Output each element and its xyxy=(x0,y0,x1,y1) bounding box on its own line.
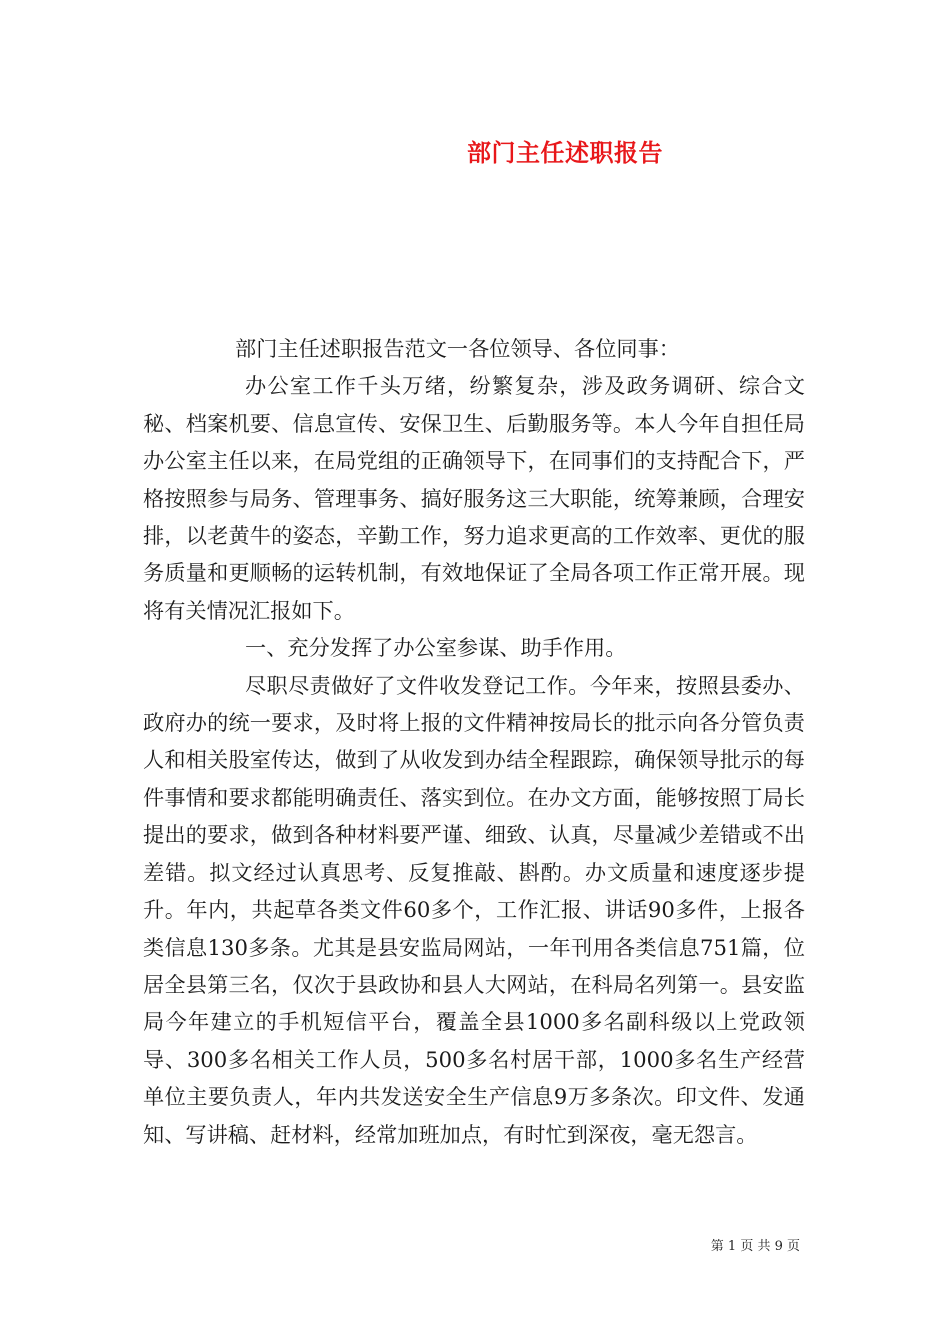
paragraph-document-work: 尽职尽责做好了文件收发登记工作。今年来，按照县委办、政府办的统一要求，及时将上报的文件精神按局长的批示向各分管负责人和相关股室传达，做到了从收发到办结全程跟踪，确保领导批示的每件事情和要求都能明确责任、落实到位。在办文方面，能够按照丁局长提出的要求，做到各种材料要严谨、细致、认真，尽量减少差错或不出差错。拟文经过认真思考、反复推敲、斟酌。办文质量和速度逐步提升。年内，共起草各类文件60多个，工作汇报、讲话90多件，上报各类信息130多条。尤其是县安监局网站，一年刊用各类信息751篇，位居全县第三名，仅次于县政协和县人大网站，在科局名列第一。县安监局今年建立的手机短信平台，覆盖全县1000多名副科级以上党政领导、300多名相关工作人员，500多名村居干部，1000多名生产经营单位主要负责人，年内共发送安全生产信息9万多条次。印文件、发通知、写讲稿、赶材料，经常加班加点，有时忙到深夜，毫无怨言。 xyxy=(143,672,805,1147)
document-body xyxy=(143,330,805,1153)
paragraph-overview: 办公室工作千头万绪，纷繁复杂，涉及政务调研、综合文秘、档案机要、信息宣传、安保卫生、后勤服务等。本人今年自担任局办公室主任以来，在局党组的正确领导下，在同事们的支持配合下，严格按照参与局务、管理事务、搞好服务这三大职能，统筹兼顾，合理安排，以老黄牛的姿态，辛勤工作，努力追求更高的工作效率、更优的服务质量和更顺畅的运转机制，有效地保证了全局各项工作正常开展。现将有关情况汇报如下。 xyxy=(143,373,805,623)
paragraph-salutation: 部门主任述职报告范文一各位领导、各位同事： xyxy=(235,336,680,361)
section-heading-one: 一、充分发挥了办公室参谋、助手作用。 xyxy=(245,635,627,661)
page-number-footer: 第 1 页 共 9 页 xyxy=(710,1239,800,1254)
document-title: 部门主任述职报告 xyxy=(467,139,663,167)
